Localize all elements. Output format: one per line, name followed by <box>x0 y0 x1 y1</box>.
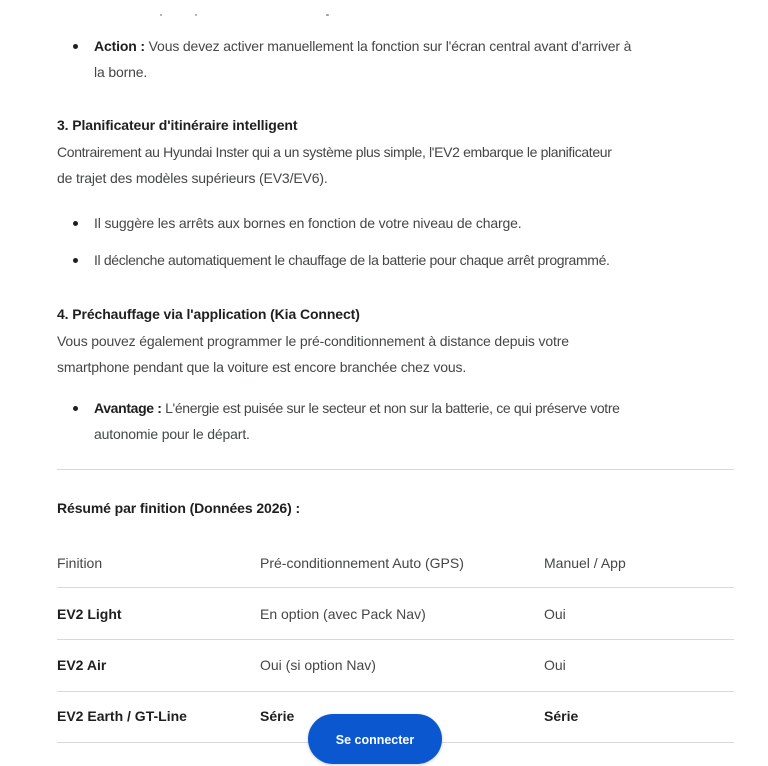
action-label: Action : <box>94 38 145 54</box>
action-bullet-line2: la borne. <box>94 64 148 80</box>
login-button[interactable]: Se connecter <box>308 714 442 764</box>
action-text: Vous devez activer manuellement la fonction sur l'écran central avant d'arriver à <box>144 38 632 54</box>
table-cell-manual: Oui <box>544 657 566 673</box>
bullet-dot <box>73 258 78 263</box>
table-cell-auto: Série <box>260 708 295 724</box>
section-heading-app-preheat: 4. Préchauffage via l'application (Kia Connect) <box>57 306 360 322</box>
table-cell-manual: Série <box>544 708 579 724</box>
cut-off-text-fragment <box>326 14 329 16</box>
planner-bullet-1: Il suggère les arrêts aux bornes en fonction de votre niveau de charge. <box>94 215 522 231</box>
table-cell-trim: EV2 Light <box>57 606 122 622</box>
table-cell-manual: Oui <box>544 606 566 622</box>
summary-title: Résumé par finition (Données 2026) : <box>57 500 301 516</box>
table-cell-trim: EV2 Earth / GT-Line <box>57 708 187 724</box>
table-cell-auto: Oui (si option Nav) <box>260 657 376 673</box>
app-paragraph-line1: Vous pouvez également programmer le pré-conditionnement à distance depuis votre <box>57 333 569 349</box>
table-cell-trim: EV2 Air <box>57 657 107 673</box>
advantage-label: Avantage : <box>94 400 162 416</box>
table-header-cell: Finition <box>57 555 103 571</box>
section-divider <box>57 469 734 470</box>
table-cell-auto: En option (avec Pack Nav) <box>260 606 426 622</box>
bullet-dot <box>73 406 78 411</box>
cut-off-text-fragment <box>195 14 197 16</box>
bullet-dot <box>73 44 78 49</box>
advantage-bullet-line2: autonomie pour le départ. <box>94 426 250 442</box>
planner-bullet-2: Il déclenche automatiquement le chauffage de la batterie pour chaque arrêt programmé. <box>94 252 610 268</box>
cut-off-text-fragment <box>160 14 162 16</box>
planner-paragraph-line1: Contrairement au Hyundai Inster qui a un système plus simple, l'EV2 embarque le planificateur <box>57 144 612 160</box>
advantage-bullet-line1 <box>94 395 620 421</box>
table-header-cell: Pré-conditionnement Auto (GPS) <box>260 555 464 571</box>
section-heading-planner: 3. Planificateur d'itinéraire intelligent <box>57 117 298 133</box>
app-paragraph-line2: smartphone pendant que la voiture est encore branchée chez vous. <box>57 359 467 375</box>
action-bullet-line1 <box>94 33 631 59</box>
table-divider <box>57 587 734 588</box>
table-divider <box>57 691 734 692</box>
planner-paragraph-line2: de trajet des modèles supérieurs (EV3/EV6). <box>57 170 328 186</box>
table-divider <box>57 639 734 640</box>
bullet-dot <box>73 221 78 226</box>
table-header-cell: Manuel / App <box>544 555 626 571</box>
advantage-text: L'énergie est puisée sur le secteur et non sur la batterie, ce qui préserve votre <box>161 400 620 416</box>
